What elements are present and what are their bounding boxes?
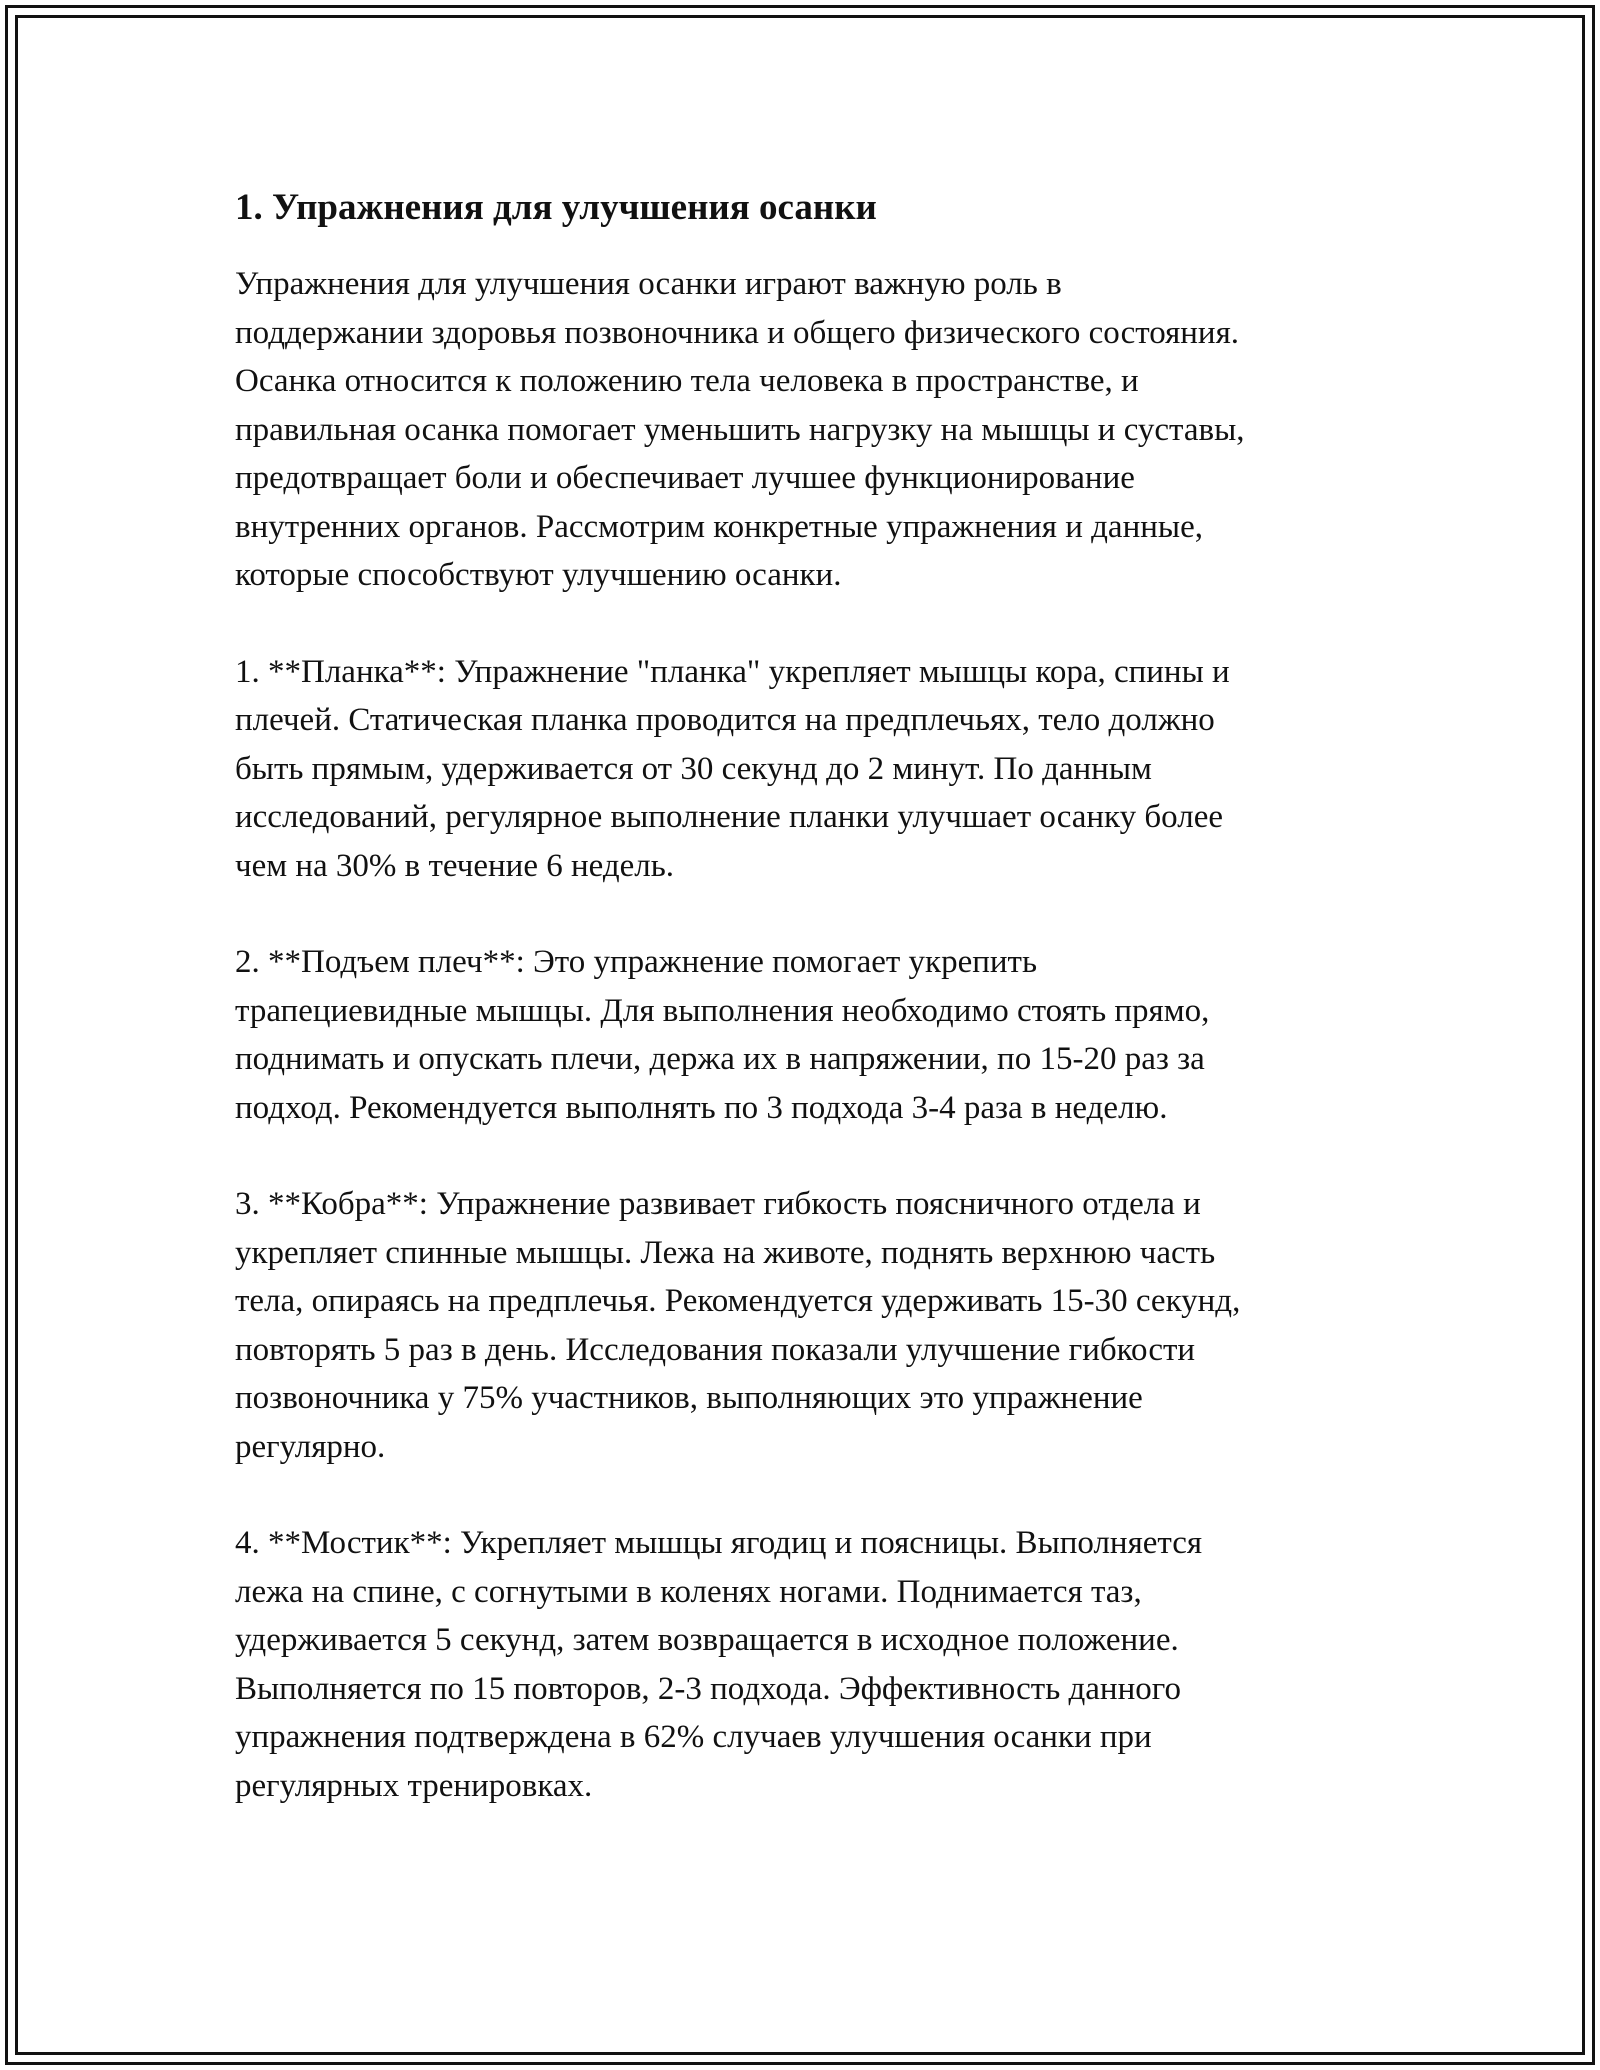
exercise-plank-paragraph: 1. **Планка**: Упражнение "планка" укрепляет мышцы кора, спины и плечей. Статическая планка проводится на предплечьях, тело должно быть прямым, удерживается от 30 секунд до 2 минут. По данным исследований, регулярное выполнение планки улучшает осанку более чем на 30% в течение 6 недель. [235, 653, 1230, 884]
document-body [235, 184, 1375, 1858]
intro-paragraph: Упражнения для улучшения осанки играют важную роль в поддержании здоровья позвоночника и общего физического состояния. Осанка относится к положению тела человека в пространстве, и правильная осанка помогает уменьшить нагрузку на мышцы и суставы, предотвращает боли и обеспечивает лучшее функционирование внутренних органов. Рассмотрим конкретные упражнения и данные, которые способствуют улучшению осанки. [235, 266, 1245, 593]
exercise-bridge-paragraph: 4. **Мостик**: Укрепляет мышцы ягодиц и поясницы. Выполняется лежа на спине, с согнутыми в коленях ногами. Поднимается таз, удерживается 5 секунд, затем возвращается в исходное положение. Выполняется по 15 повторов, 2-3 подхода. Эффективность данного упражнения подтверждена в 62% случаев улучшения осанки при регулярных тренировках. [235, 1525, 1203, 1804]
document-title: 1. Упражнения для улучшения осанки [235, 187, 877, 228]
exercise-cobra-paragraph: 3. **Кобра**: Упражнение развивает гибкость поясничного отдела и укрепляет спинные мышцы. Лежа на животе, поднять верхнюю часть тела, опираясь на предплечья. Рекомендуется удерживать 15-30 секунд, повторять 5 раз в день. Исследования показали улучшение гибкости позвоночника у 75% участников, выполняющих это упражнение регулярно. [235, 1186, 1241, 1465]
exercise-shoulder-raise-paragraph: 2. **Подъем плеч**: Это упражнение помогает укрепить трапециевидные мышцы. Для выполнения необходимо стоять прямо, поднимать и опускать плечи, держа их в напряжении, по 15-20 раз за подход. Рекомендуется выполнять по 3 подхода 3-4 раза в неделю. [235, 944, 1210, 1126]
